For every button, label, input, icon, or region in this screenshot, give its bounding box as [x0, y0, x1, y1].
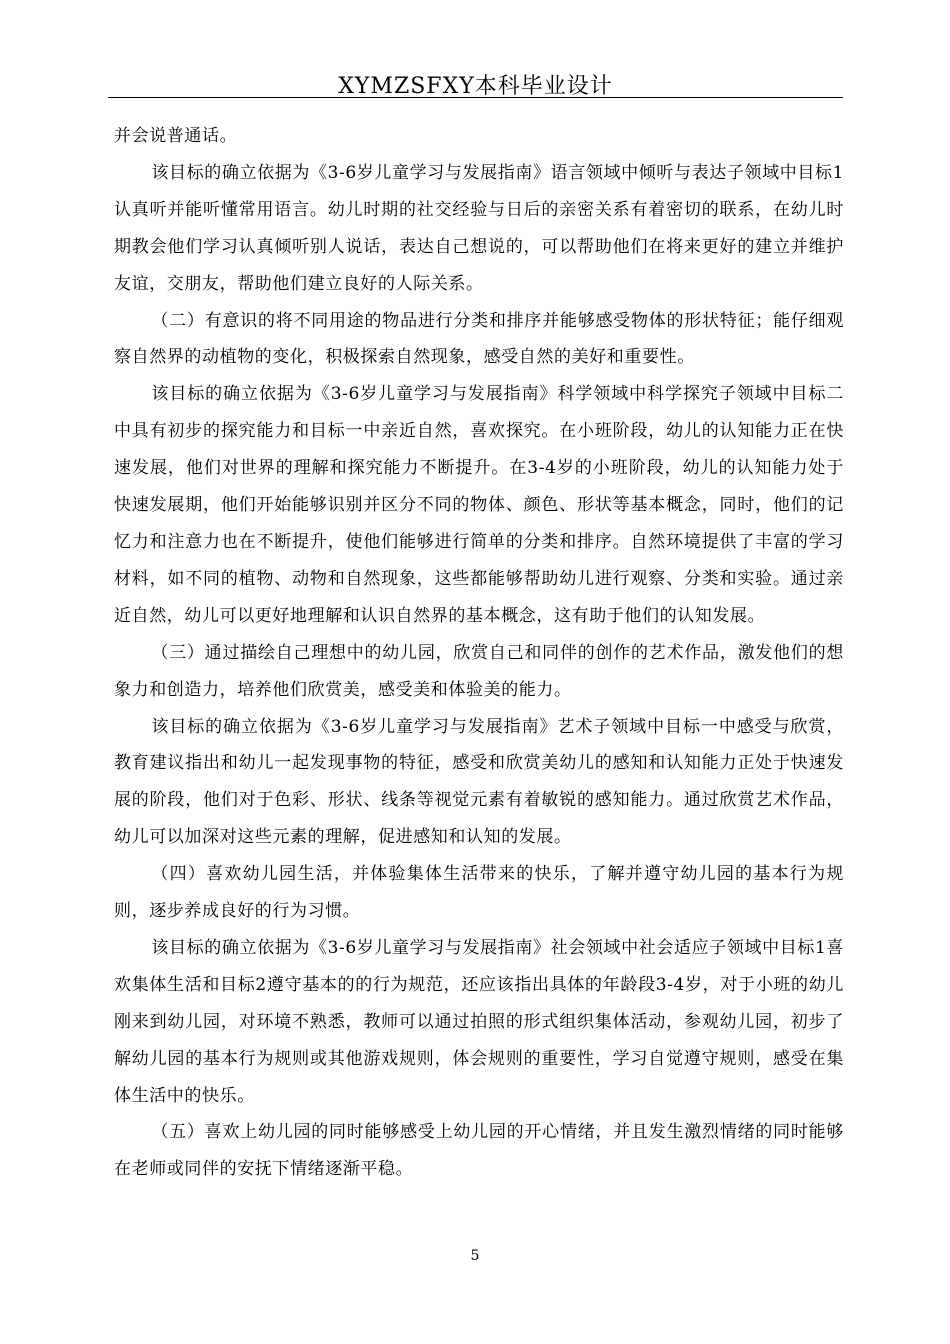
- paragraph: （四）喜欢幼儿园生活，并体验集体生活带来的快乐，了解并遵守幼儿园的基本行为规则，逐步养成良好的行为习惯。: [114, 864, 844, 922]
- paragraph: 该目标的确立依据为《3-6岁儿童学习与发展指南》艺术子领域中目标一中感受与欣赏，教育建议指出和幼儿一起发现事物的特征，感受和欣赏美幼儿的感知和认知能力正处于快速发展的阶段，他们对于色彩、形状、线条等视觉元素有着敏锐的感知能力。通过欣赏艺术作品，幼儿可以加深对这些元素的理解，促进感知和认知的发展。: [114, 716, 844, 848]
- document-body: [114, 118, 844, 1188]
- paragraph: 该目标的确立依据为《3-6岁儿童学习与发展指南》社会领域中社会适应子领域中目标1喜欢集体生活和目标2遵守基本的的行为规范，还应该指出具体的年龄段3-4岁，对于小班的幼儿刚来到幼儿园，对环境不熟悉，教师可以通过拍照的形式组织集体活动，参观幼儿园，初步了解幼儿园的基本行为规则或其他游戏规则，体会规则的重要性，学习自觉遵守规则，感受在集体生活中的快乐。: [114, 937, 844, 1106]
- page-number: 5: [470, 1248, 480, 1264]
- paragraph: 该目标的确立依据为《3-6岁儿童学习与发展指南》科学领域中科学探究子领域中目标二中具有初步的探究能力和目标一中亲近自然，喜欢探究。在小班阶段，幼儿的认知能力正在快速发展，他们对世界的理解和探究能力不断提升。在3-4岁的小班阶段，幼儿的认知能力处于快速发展期，他们开始能够识别并区分不同的物体、颜色、形状等基本概念，同时，他们的记忆力和注意力也在不断提升，使他们能够进行简单的分类和排序。自然环境提供了丰富的学习材料，如不同的植物、动物和自然现象，这些都能够帮助幼儿进行观察、分类和实验。通过亲近自然，幼儿可以更好地理解和认识自然界的基本概念，这有助于他们的认知发展。: [114, 384, 844, 626]
- paragraph: 并会说普通话。: [114, 126, 238, 146]
- paragraph: （三）通过描绘自己理想中的幼儿园，欣赏自己和同伴的创作的艺术作品，激发他们的想象力和创造力，培养他们欣赏美，感受美和体验美的能力。: [114, 642, 844, 700]
- paragraph: （二）有意识的将不同用途的物品进行分类和排序并能够感受物体的形状特征；能仔细观察自然界的动植物的变化，积极探索自然现象，感受自然的美好和重要性。: [114, 310, 844, 368]
- page-header-title: XYMZSFXY本科毕业设计: [338, 74, 613, 99]
- paragraph: （五）喜欢上幼儿园的同时能够感受上幼儿园的开心情绪，并且发生激烈情绪的同时能够在老师或同伴的安抚下情绪逐渐平稳。: [114, 1122, 844, 1180]
- header-divider: [108, 97, 843, 98]
- paragraph: 该目标的确立依据为《3-6岁儿童学习与发展指南》语言领域中倾听与表达子领域中目标1认真听并能听懂常用语言。幼儿时期的社交经验与日后的亲密关系有着密切的联系，在幼儿时期教会他们学习认真倾听别人说话，表达自己想说的，可以帮助他们在将来更好的建立并维护友谊，交朋友，帮助他们建立良好的人际关系。: [114, 162, 844, 294]
